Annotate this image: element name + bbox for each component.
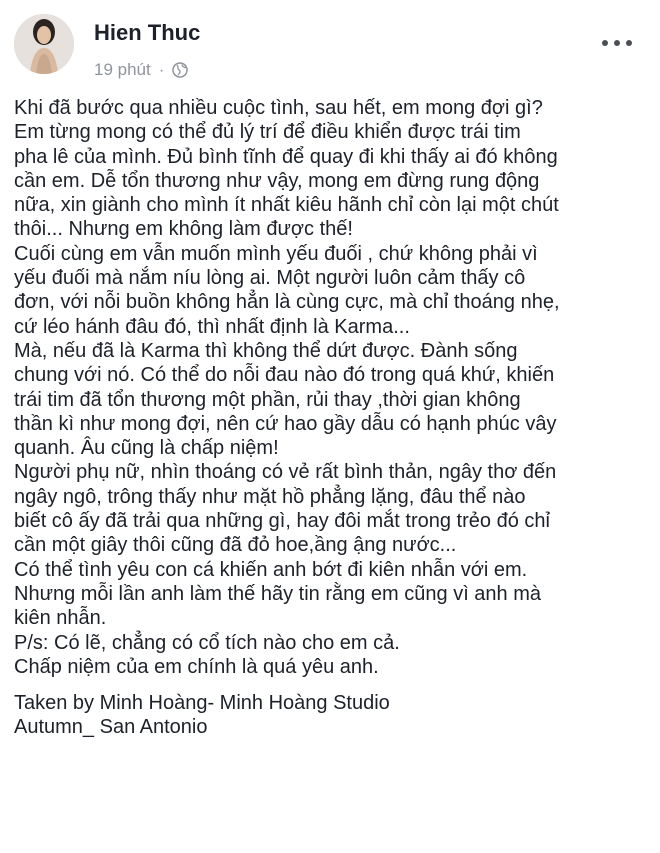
post-line: thôi... Nhưng em không làm được thế!: [14, 218, 353, 241]
post-line: biết cô ấy đã trải qua những gì, hay đôi mắt trong trẻo đó chỉ: [14, 510, 550, 533]
post-line: yếu đuối mà nắm níu lòng ai. Một người luôn cảm thấy cô: [14, 267, 526, 290]
post-header: [14, 14, 646, 78]
dot: [626, 40, 632, 46]
more-options-icon[interactable]: [602, 36, 636, 50]
post-line: Có thể tình yêu con cá khiến anh bớt đi kiên nhẫn với em.: [14, 558, 528, 581]
post-line: nữa, xin giành cho mình ít nhất kiêu hãnh chỉ còn lại một chút: [14, 194, 559, 217]
post-meta: [94, 60, 188, 80]
photo-location: Autumn_ San Antonio: [14, 716, 208, 739]
post-line: cần một giây thôi cũng đã đỏ hoe,ầng ậng nước...: [14, 534, 457, 557]
post-time[interactable]: 19 phút: [94, 60, 151, 79]
dot: [614, 40, 620, 46]
paragraph-gap: [14, 679, 654, 691]
post-line: Chấp niệm của em chính là quá yêu anh.: [14, 655, 379, 678]
author-name[interactable]: Hien Thuc: [94, 20, 201, 45]
post-line: Người phụ nữ, nhìn thoáng có vẻ rất bình thản, ngây thơ đến: [14, 461, 557, 484]
post-line: cứ léo hánh đâu đó, thì nhất định là Karma...: [14, 315, 410, 338]
post-line: cần em. Dễ tổn thương như vậy, mong em đừng rung động: [14, 169, 540, 192]
post-line: Em từng mong có thể đủ lý trí để điều khiển được trái tim: [14, 121, 521, 144]
dot: [602, 40, 608, 46]
post-line: trái tim đã tổn thương một phần, rủi thay ,thời gian không: [14, 388, 521, 411]
post-line: Cuối cùng em vẫn muốn mình yếu đuối , chứ không phải vì: [14, 242, 538, 265]
post-line: Mà, nếu đã là Karma thì không thể dứt được. Đành sống: [14, 339, 518, 362]
photo-credit: Taken by Minh Hoàng- Minh Hoàng Studio: [14, 692, 390, 715]
post-line: ngây ngô, trông thấy như mặt hồ phẳng lặng, đâu thể nào: [14, 485, 526, 508]
post-line: quanh. Âu cũng là chấp niệm!: [14, 437, 279, 460]
globe-icon[interactable]: [172, 62, 188, 78]
post-line: chung với nó. Có thể do nỗi đau nào đó trong quá khứ, khiến: [14, 364, 555, 387]
post-line: pha lê của mình. Đủ bình tĩnh để quay đi khi thấy ai đó không: [14, 145, 558, 168]
post-body: [14, 96, 654, 740]
post-line: đơn, với nỗi buồn không hẳn là cùng cực, mà chỉ thoáng nhẹ,: [14, 291, 560, 314]
meta-separator: ·: [158, 60, 165, 79]
post-line: Nhưng mỗi lần anh làm thế hãy tin rằng em cũng vì anh mà: [14, 582, 542, 605]
avatar-photo: [14, 14, 74, 74]
post-line: P/s: Có lẽ, chẳng có cổ tích nào cho em cả.: [14, 631, 400, 654]
post-line: thần kì như mong đợi, nên cứ hao gầy dẫu có hạnh phúc vây: [14, 412, 557, 435]
post-line: kiên nhẫn.: [14, 607, 107, 630]
post-line: Khi đã bước qua nhiều cuộc tình, sau hết, em mong đợi gì?: [14, 97, 543, 119]
avatar[interactable]: [14, 14, 74, 74]
